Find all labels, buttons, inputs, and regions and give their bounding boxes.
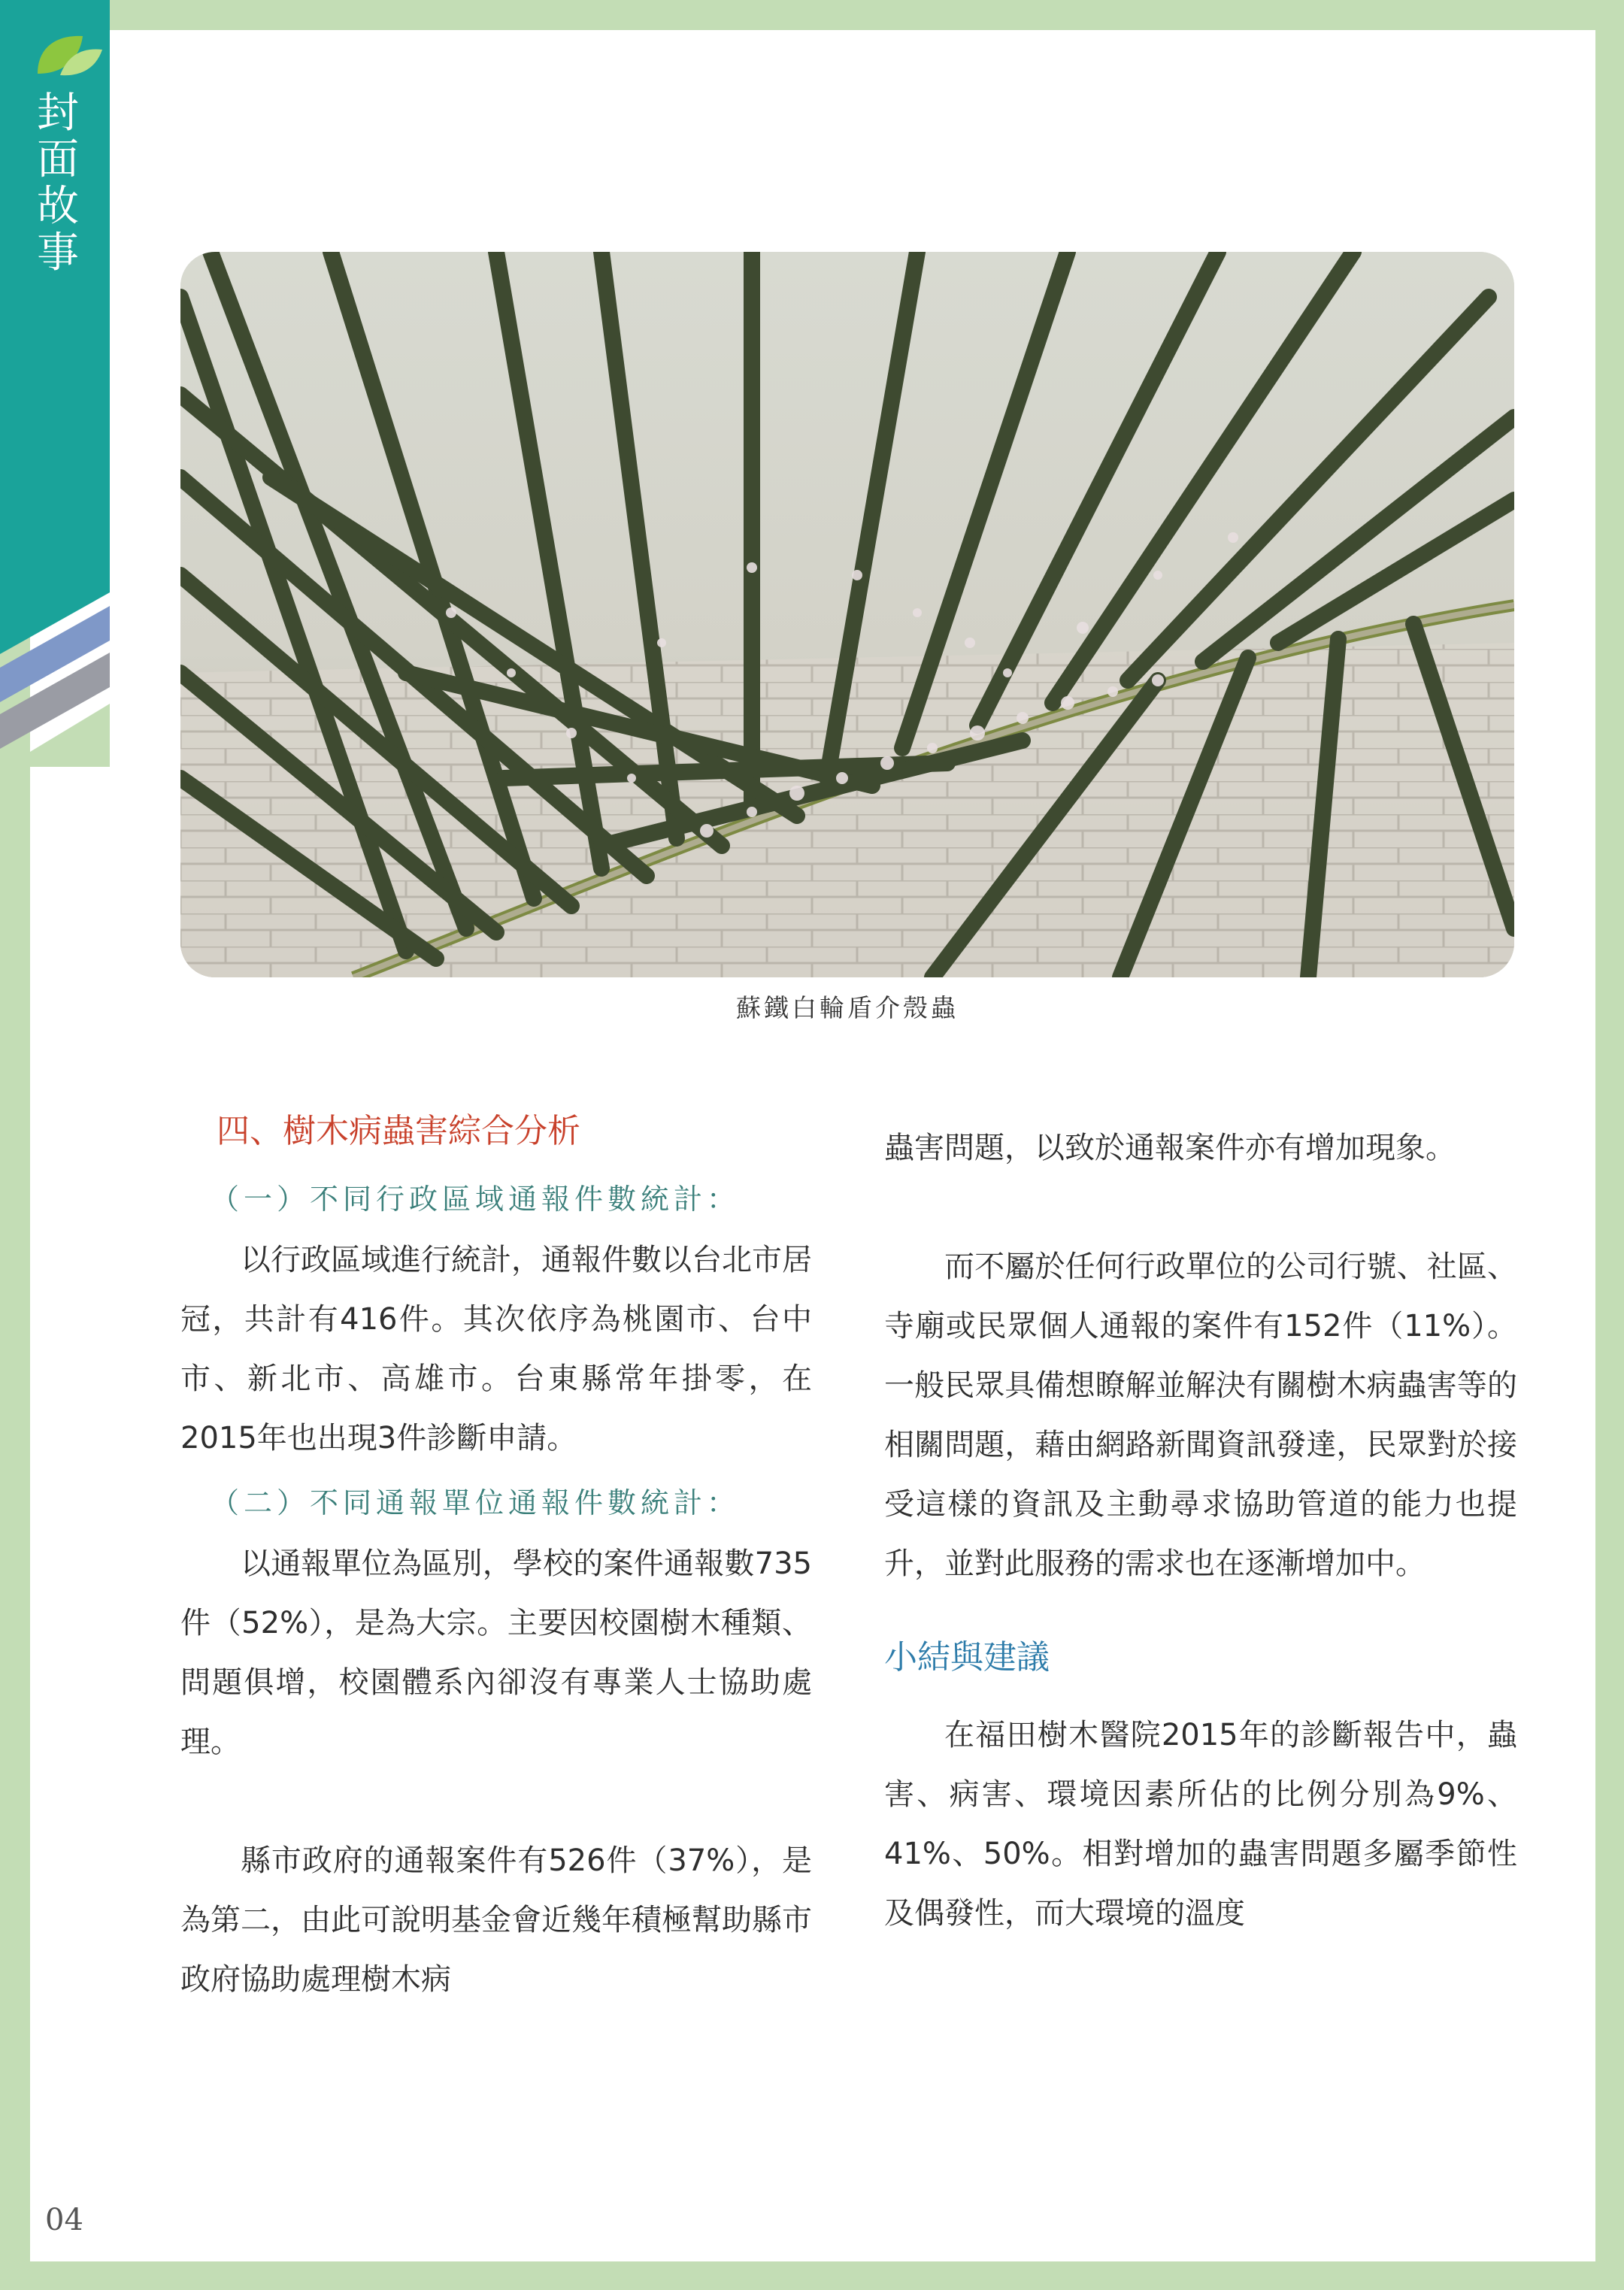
paragraph-public: 而不屬於任何行政單位的公司行號、社區、寺廟或民眾個人通報的案件有152件（11%）。一般民眾具備想瞭解並解決有關樹木病蟲害等的相關問題，藉由網路新聞資訊發達，民眾對於接受這樣的資訊及主動尋求協助管道的能力也提升，並對此服務的需求也在逐漸增加中。 (884, 1250, 1517, 1581)
right-column (884, 1119, 1517, 1943)
paragraph-continued: 蟲害問題，以致於通報案件亦有增加現象。 (884, 1131, 1456, 1165)
paragraph-unit: 以通報單位為區別，學校的案件通報數735件（52%），是為大宗。主要因校園樹木種類、問題俱增，校園體系內卻沒有專業人士協助處理。 (180, 1546, 812, 1759)
section-heading: 四、樹木病蟲害綜合分析 (217, 1112, 580, 1150)
conclusion-heading: 小結與建議 (884, 1638, 1050, 1677)
right-border (1595, 0, 1624, 2290)
paragraph-conclusion: 在福田樹木醫院2015年的診斷報告中，蟲害、病害、環境因素所佔的比例分別為9%、41%、50%。相對增加的蟲害問題多屬季節性及偶發性，而大環境的溫度 (884, 1718, 1517, 1931)
paragraph-district: 以行政區域進行統計，通報件數以台北市居冠，共計有416件。其次依序為桃園市、台中市、新北市、高雄市。台東縣常年掛零，在2015年也出現3件診斷申請。 (180, 1243, 812, 1455)
section-title: 封 面 故 事 (37, 89, 79, 277)
left-column (180, 1101, 812, 2010)
leaf-icon (30, 29, 105, 81)
section-tab (0, 0, 113, 767)
subheading-unit: （二）不同通報單位通報件數統計： (211, 1486, 741, 1519)
bottom-border (0, 2261, 1624, 2290)
page-number: 04 (45, 2203, 83, 2237)
cycad-scale-photo (180, 252, 1514, 977)
paragraph-government: 縣市政府的通報案件有526件（37%），是為第二，由此可說明基金會近幾年積極幫助縣市政府協助處理樹木病 (180, 1843, 812, 1997)
subheading-district: （一）不同行政區域通報件數統計： (211, 1183, 741, 1216)
top-border (0, 0, 1624, 30)
photo-caption: 蘇鐵白輪盾介殼蟲 (736, 993, 959, 1022)
